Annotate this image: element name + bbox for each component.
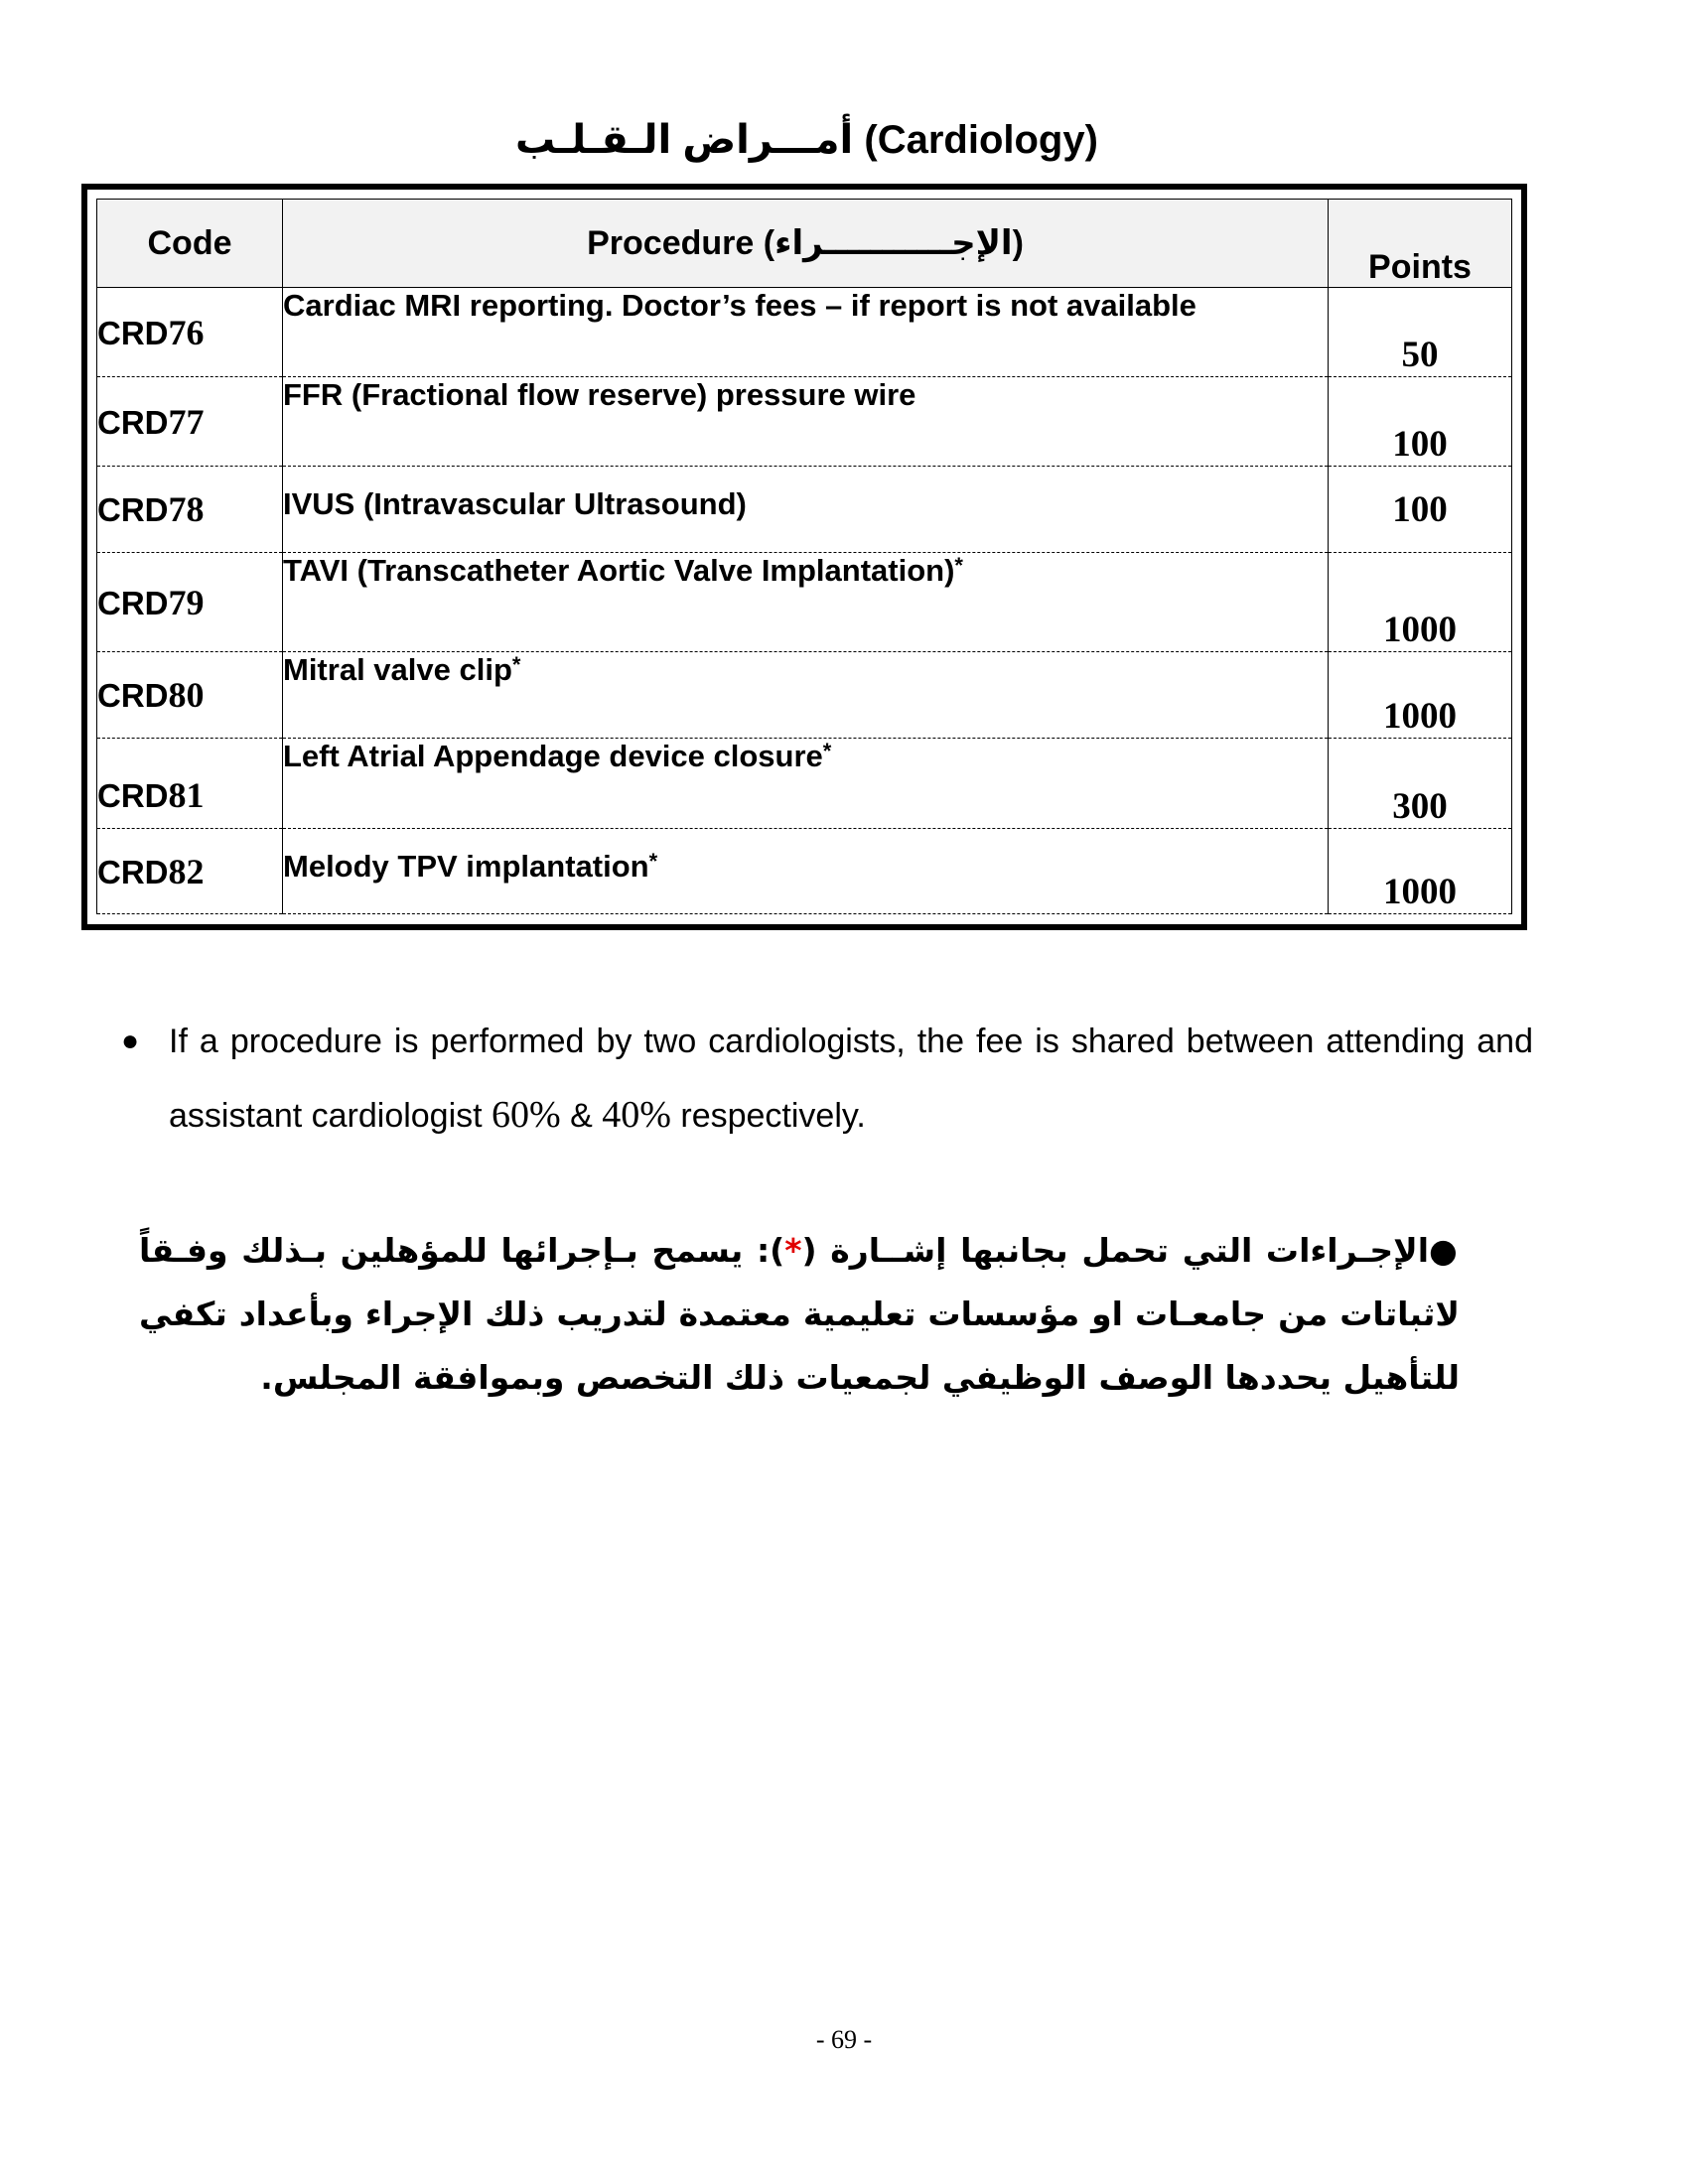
row-code: CRD81 xyxy=(97,739,283,829)
row-points: 100 xyxy=(1329,467,1512,553)
page-number: - 69 - xyxy=(815,2025,873,2054)
row-code: CRD80 xyxy=(97,652,283,739)
row-code: CRD77 xyxy=(97,377,283,467)
row-code: CRD82 xyxy=(97,829,283,914)
row-points: 1000 xyxy=(1329,553,1512,652)
row-points: 100 xyxy=(1329,377,1512,467)
header-code: Code xyxy=(97,200,283,288)
row-code: CRD79 xyxy=(97,553,283,652)
procedures-table xyxy=(81,184,1527,930)
row-points: 300 xyxy=(1329,739,1512,829)
bullet-icon: ● xyxy=(121,1024,140,1057)
header-points: Points xyxy=(1329,200,1512,288)
table-row xyxy=(97,467,1512,553)
table-row xyxy=(97,739,1512,829)
shared-fee-note xyxy=(121,1005,1533,1153)
row-procedure: TAVI (Transcatheter Aortic Valve Implantation)* xyxy=(283,553,1329,652)
row-points: 1000 xyxy=(1329,652,1512,739)
bullet-icon: ● xyxy=(1429,1231,1460,1270)
row-procedure: Left Atrial Appendage device closure* xyxy=(283,739,1329,829)
asterisk-marker: * xyxy=(784,1231,802,1270)
header-procedure: Procedure (الإجـــــــــــراء) xyxy=(283,200,1329,288)
row-procedure: FFR (Fractional flow reserve) pressure wire xyxy=(283,377,1329,467)
row-procedure: IVUS (Intravascular Ultrasound) xyxy=(283,467,1329,553)
row-procedure: Cardiac MRI reporting. Doctor’s fees – if report is not available xyxy=(283,288,1329,377)
note-text: If a procedure is performed by two cardiologists, the fee is shared between attending and assistant cardiologist 60% & 40% respectively. xyxy=(169,1023,1533,1136)
row-points: 50 xyxy=(1329,288,1512,377)
page-title: أمـــراض الـقـلـب (Cardiology) xyxy=(515,118,1098,162)
row-code: CRD76 xyxy=(97,288,283,377)
arabic-note: ●الإجـراءات التي تحمل بجانبها إشــارة (*): يسمح بـإجرائها للمؤهلين بـذلك وفـقاً لاثباتات من جامعـات او مؤسسات تعليمية معتمدة لتدريب ذلك الإجراء وبأعداد تكفي للتأهيل يحددها الوصف الوظيفي لجمعيات ذلك التخصص وبموافقة المجلس. xyxy=(139,1231,1460,1397)
table-row xyxy=(97,377,1512,467)
row-code: CRD78 xyxy=(97,467,283,553)
row-procedure: Mitral valve clip* xyxy=(283,652,1329,739)
table-row xyxy=(97,652,1512,739)
row-points: 1000 xyxy=(1329,829,1512,914)
table-row xyxy=(97,829,1512,914)
table-row xyxy=(97,553,1512,652)
row-procedure: Melody TPV implantation* xyxy=(283,829,1329,914)
procedures-grid xyxy=(96,199,1512,914)
table-row xyxy=(97,288,1512,377)
